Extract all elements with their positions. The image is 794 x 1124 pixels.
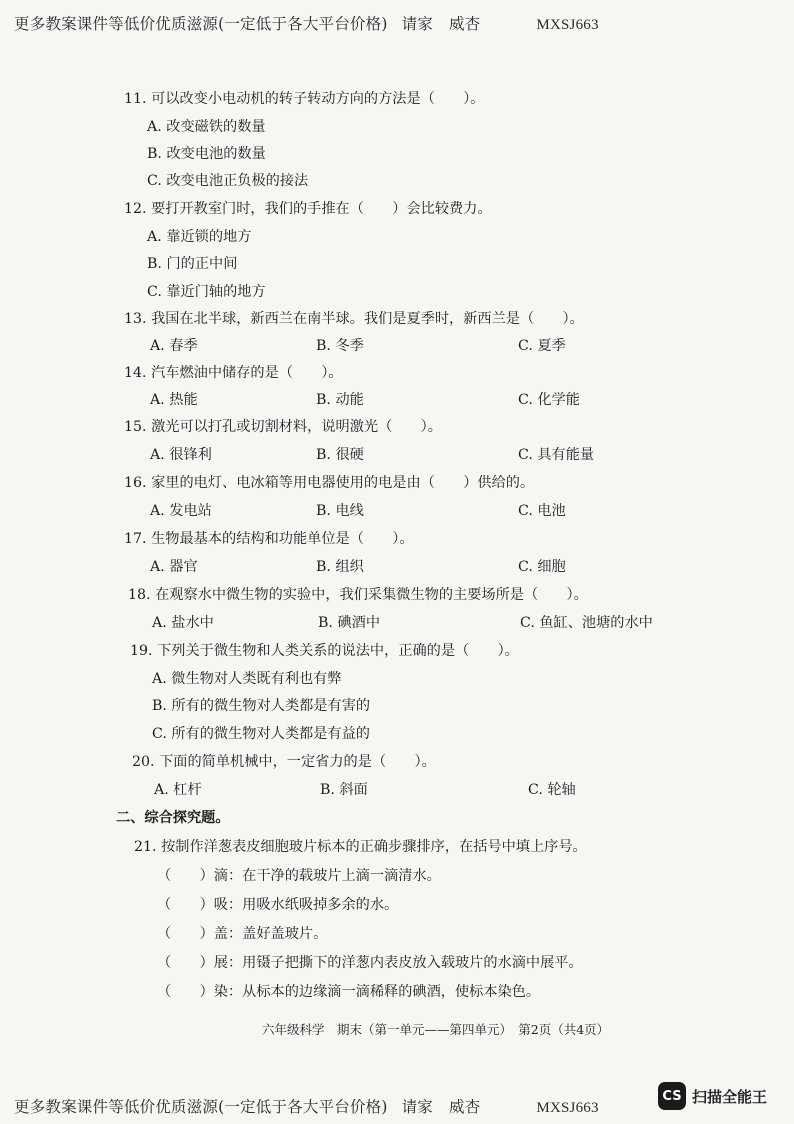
question-19-option-a: A. 微生物对人类既有利也有弊 <box>152 671 342 687</box>
banner-invite: 请家 <box>401 15 434 33</box>
question-21-step-2: （ ）吸：用吸水纸吸掉多余的水。 <box>157 897 399 913</box>
question-14-option-b: B. 动能 <box>316 392 364 408</box>
question-17-option-c: C. 细胞 <box>518 559 566 575</box>
question-17-option-a: A. 器官 <box>150 559 198 575</box>
question-14-option-c: C. 化学能 <box>518 392 580 408</box>
question-17-option-b: B. 组织 <box>316 559 364 575</box>
bottom-banner <box>14 1095 599 1117</box>
question-13-option-b: B. 冬季 <box>316 338 364 354</box>
question-21-step-5: （ ）染：从标本的边缘滴一滴稀释的碘酒，使标本染色。 <box>157 984 541 1000</box>
question-21-step-3: （ ）盖：盖好盖玻片。 <box>157 926 328 942</box>
question-15: 15. 激光可以打孔或切割材料，说明激光（ ）。 <box>124 419 442 435</box>
question-11-option-b: B. 改变电池的数量 <box>147 146 266 162</box>
question-15-option-a: A. 很锋利 <box>150 447 212 463</box>
question-19: 19. 下列关于微生物和人类关系的说法中，正确的是（ ）。 <box>130 643 519 659</box>
banner-code: MXSJ663 <box>536 17 599 33</box>
question-16-option-c: C. 电池 <box>518 503 566 519</box>
question-11-option-c: C. 改变电池正负极的接法 <box>147 173 309 189</box>
question-11: 11. 可以改变小电动机的转子转动方向的方法是（ ）。 <box>124 91 485 107</box>
question-16-option-a: A. 发电站 <box>150 503 212 519</box>
question-20-option-c: C. 轮轴 <box>528 782 576 798</box>
question-21-step-4: （ ）展：用镊子把撕下的洋葱内表皮放入载玻片的水滴中展平。 <box>157 955 583 971</box>
question-21-step-1: （ ）滴：在干净的载玻片上滴一滴清水。 <box>157 868 441 884</box>
question-21: 21. 按制作洋葱表皮细胞玻片标本的正确步骤排序，在括号中填上序号。 <box>134 839 587 855</box>
camscanner-icon: CS <box>658 1082 686 1110</box>
question-20-option-a: A. 杠杆 <box>154 782 202 798</box>
page-footer: 六年级科学 期末（第一单元——第四单元） 第2页（共4页） <box>262 1022 610 1037</box>
question-16: 16. 家里的电灯、电冰箱等用电器使用的电是由（ ）供给的。 <box>124 475 535 491</box>
question-14: 14. 汽车燃油中储存的是（ ）。 <box>124 365 343 381</box>
banner-text: 更多教案课件等低价优质滋源(一定低于各大平台价格) <box>14 15 388 33</box>
question-18-option-c: C. 鱼缸、池塘的水中 <box>520 615 653 631</box>
question-12-option-b: B. 门的正中间 <box>147 256 238 272</box>
question-15-option-c: C. 具有能量 <box>518 447 595 463</box>
question-11-option-a: A. 改变磁铁的数量 <box>147 119 266 135</box>
banner-code: MXSJ663 <box>536 1100 599 1116</box>
question-14-option-a: A. 热能 <box>150 392 198 408</box>
question-12-option-a: A. 靠近锁的地方 <box>147 229 252 245</box>
question-13: 13. 我国在北半球，新西兰在南半球。我们是夏季时，新西兰是（ ）。 <box>124 311 584 327</box>
section-2-title: 二、综合探究题。 <box>116 810 230 826</box>
question-19-option-c: C. 所有的微生物对人类都是有益的 <box>152 726 370 742</box>
banner-invite: 请家 <box>401 1098 434 1116</box>
question-18-option-b: B. 碘酒中 <box>318 615 381 631</box>
question-20: 20. 下面的简单机械中，一定省力的是（ ）。 <box>132 754 436 770</box>
scanner-label: 扫描全能王 <box>692 1087 768 1106</box>
question-19-option-b: B. 所有的微生物对人类都是有害的 <box>152 698 371 714</box>
top-banner <box>14 12 599 34</box>
question-12-option-c: C. 靠近门轴的地方 <box>147 284 266 300</box>
scanner-watermark <box>658 1081 782 1111</box>
question-12: 12. 要打开教室门时，我们的手推在（ ）会比较费力。 <box>124 201 492 217</box>
question-18-option-a: A. 盐水中 <box>152 615 214 631</box>
question-20-option-b: B. 斜面 <box>320 782 368 798</box>
question-18: 18. 在观察水中微生物的实验中，我们采集微生物的主要场所是（ ）。 <box>128 587 588 603</box>
question-15-option-b: B. 很硬 <box>316 447 364 463</box>
question-17: 17. 生物最基本的结构和功能单位是（ ）。 <box>124 531 414 547</box>
question-13-option-c: C. 夏季 <box>518 338 566 354</box>
question-16-option-b: B. 电线 <box>316 503 364 519</box>
banner-name: 威杏 <box>449 15 481 33</box>
question-13-option-a: A. 春季 <box>150 338 198 354</box>
banner-text: 更多教案课件等低价优质滋源(一定低于各大平台价格) <box>14 1098 388 1116</box>
banner-name: 威杏 <box>449 1098 481 1116</box>
